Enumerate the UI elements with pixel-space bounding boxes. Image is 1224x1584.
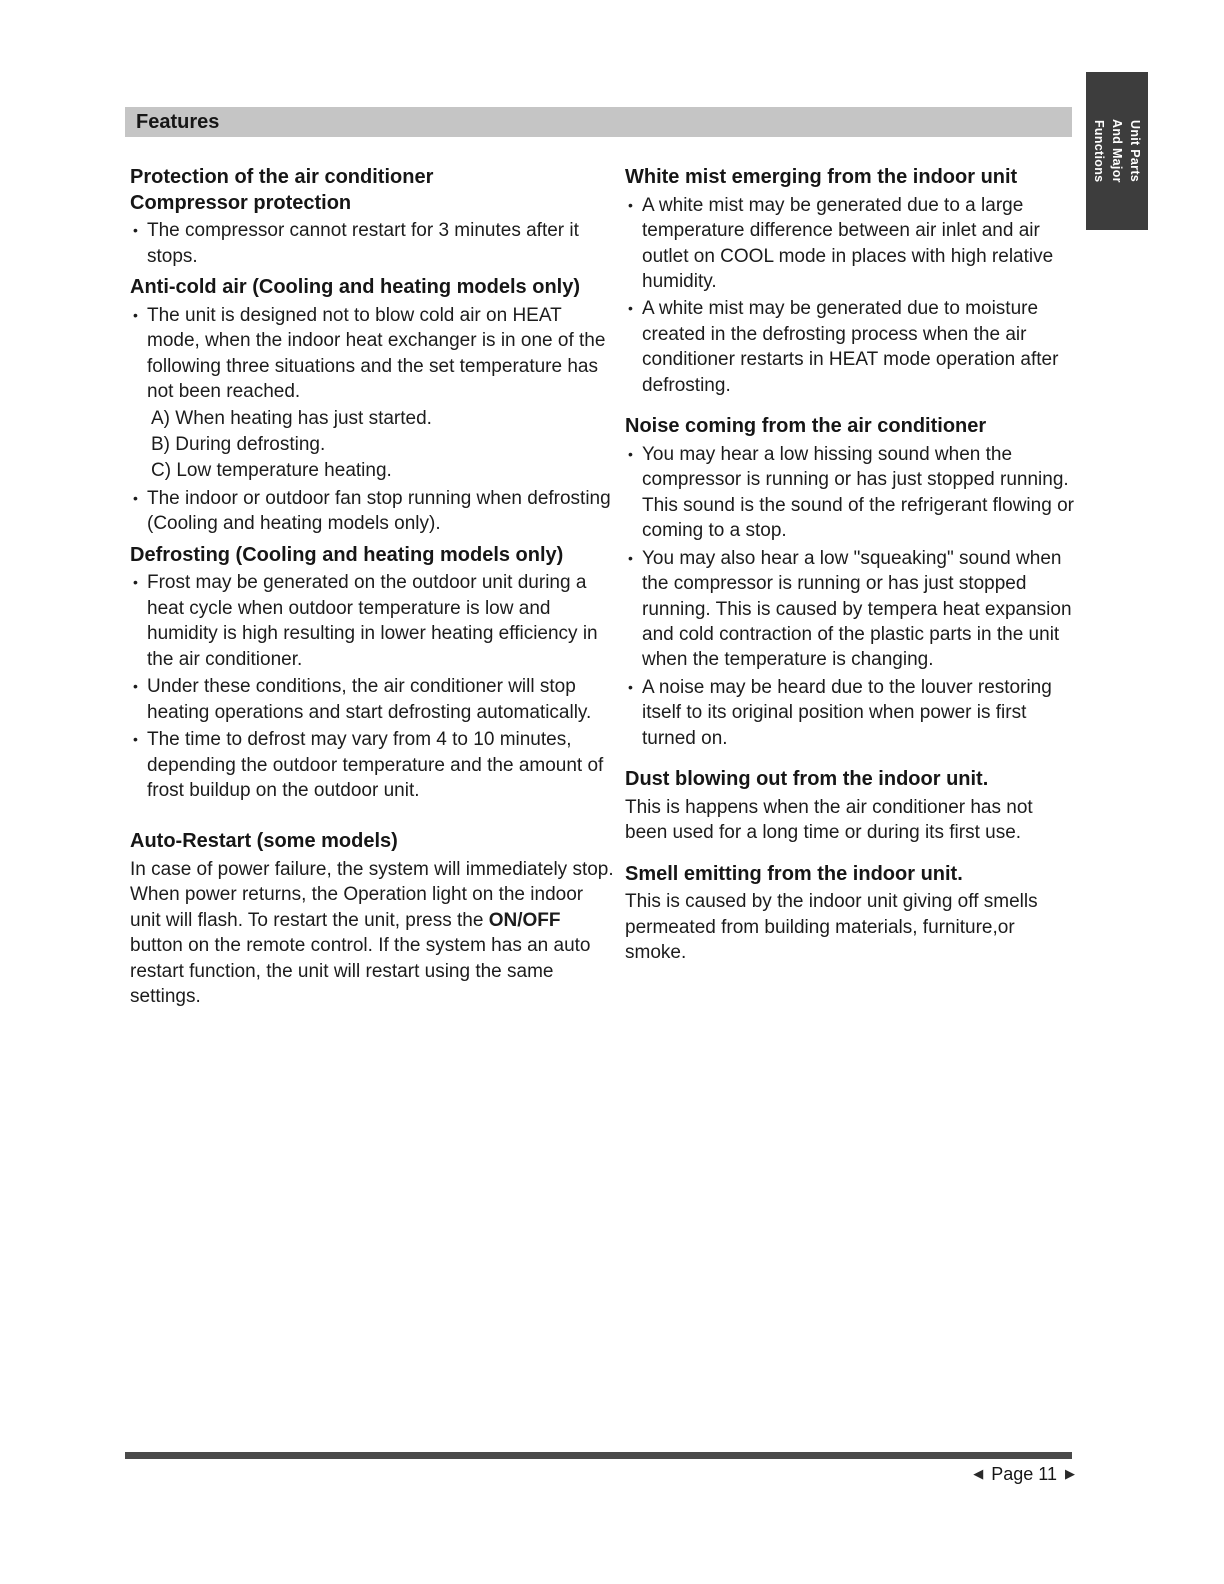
- bullet-item-defrost-2: [130, 674, 614, 725]
- content-columns: [130, 165, 1076, 1010]
- sub-item-a: A) When heating has just started.: [151, 407, 432, 429]
- bullet-icon: •: [133, 222, 138, 239]
- auto-restart-text-pre: In case of power failure, the system will immediately stop. When power returns, the Operation light on the indoor unit will flash. To restart the unit, press the: [130, 859, 614, 931]
- bullet-item-anticold-2: [130, 486, 614, 537]
- bullet-icon: •: [628, 196, 633, 213]
- on-off-emphasis: ON/OFF: [488, 909, 561, 931]
- bullet-text: You may also hear a low "squeaking" sound when the compressor is running or has just stopped running. This is caused by tempera heat expansion and cold contraction of the plastic parts in the unit when the temperature is changing.: [642, 547, 1072, 671]
- section-header-bar: [125, 107, 1072, 137]
- bullet-text: A noise may be heard due to the louver restoring itself to its original position when power is first turned on.: [642, 676, 1052, 749]
- right-column: [625, 165, 1076, 1010]
- bullet-item-noise-2: [625, 546, 1076, 673]
- page-prev-icon: ◀: [973, 1466, 984, 1481]
- smell-paragraph: This is caused by the indoor unit giving off smells permeated from building materials, furniture,or smoke.: [625, 891, 1038, 964]
- heading-white-mist: White mist emerging from the indoor unit: [625, 166, 1018, 188]
- chapter-tab: [1086, 72, 1148, 230]
- bullet-icon: •: [628, 445, 633, 462]
- bullet-text: You may hear a low hissing sound when the compressor is running or has just stopped running. This sound is the sound of the refrigerant flowing or coming to a stop.: [642, 443, 1074, 542]
- heading-dust: Dust blowing out from the indoor unit.: [625, 768, 989, 791]
- page-number-label: Page 11: [991, 1463, 1057, 1484]
- heading-smell: Smell emitting from the indoor unit.: [625, 862, 963, 885]
- section-title: Features: [136, 110, 220, 133]
- bullet-item-whitemist-2: [625, 296, 1076, 398]
- chapter-tab-line-2: And Major: [1110, 119, 1125, 183]
- bullet-text: The compressor cannot restart for 3 minutes after it stops.: [147, 220, 579, 267]
- bullet-icon: •: [133, 678, 138, 695]
- bullet-text: A white mist may be generated due to moisture created in the defrosting process when the air conditioner restarts in HEAT mode operation after defrosting.: [642, 298, 1059, 396]
- bullet-text: The time to defrost may vary from 4 to 10 minutes, depending the outdoor temperature and the amount of frost buildup on the outdoor unit.: [147, 729, 604, 801]
- bullet-icon: •: [133, 306, 138, 323]
- bullet-item-noise-3: [625, 675, 1076, 751]
- chapter-tab-label: [1090, 119, 1144, 183]
- heading-compressor-protection: Compressor protection: [130, 191, 352, 214]
- heading-protection: Protection of the air conditioner: [130, 166, 434, 188]
- bullet-text: Under these conditions, the air conditioner will stop heating operations and start defrosting automatically.: [147, 676, 592, 723]
- bullet-icon: •: [133, 731, 138, 748]
- bullet-text: A white mist may be generated due to a large temperature difference between air inlet and air outlet on COOL mode in places with high relative humidity.: [642, 194, 1054, 292]
- bullet-icon: •: [133, 574, 138, 591]
- bullet-text: The unit is designed not to blow cold air on HEAT mode, when the indoor heat exchanger is in one of the following three situations and the set temperature has not been reached.: [147, 304, 606, 403]
- heading-anti-cold-air: Anti-cold air (Cooling and heating models only): [130, 276, 580, 299]
- bullet-item-noise-1: [625, 442, 1076, 544]
- dust-paragraph: This is happens when the air conditioner has not been used for a long time or during its first use.: [625, 796, 1033, 844]
- auto-restart-paragraph: [130, 857, 614, 1010]
- sub-item-c: C) Low temperature heating.: [151, 460, 392, 482]
- bullet-item-anticold-1: [130, 303, 614, 405]
- anti-cold-sublist: [151, 406, 614, 484]
- left-column: [130, 165, 614, 1010]
- page-navigation: [973, 1463, 1075, 1485]
- bullet-item-compressor-1: [130, 218, 614, 269]
- bullet-icon: •: [628, 678, 633, 695]
- bullet-item-defrost-3: [130, 727, 614, 803]
- page-next-icon: ▶: [1065, 1466, 1075, 1481]
- footer-divider: [125, 1452, 1072, 1459]
- bullet-icon: •: [628, 549, 633, 566]
- bullet-text: The indoor or outdoor fan stop running when defrosting (Cooling and heating models only).: [147, 487, 611, 535]
- chapter-tab-line-1: Unit Parts: [1128, 119, 1143, 183]
- sub-item-b: B) During defrosting.: [151, 433, 326, 455]
- bullet-icon: •: [628, 300, 633, 317]
- bullet-item-whitemist-1: [625, 193, 1076, 295]
- auto-restart-text-post: button on the remote control. If the system has an auto restart function, the unit will restart using the same settings.: [130, 935, 591, 1008]
- heading-auto-restart: Auto-Restart (some models): [130, 830, 398, 853]
- bullet-item-defrost-1: [130, 570, 614, 672]
- heading-noise: Noise coming from the air conditioner: [625, 415, 987, 438]
- bullet-icon: •: [133, 489, 138, 506]
- heading-defrosting: Defrosting (Cooling and heating models only): [130, 543, 564, 566]
- bullet-text: Frost may be generated on the outdoor unit during a heat cycle when outdoor temperature is low and humidity is high resulting in lower heating efficiency in the air conditioner.: [147, 572, 598, 670]
- chapter-tab-line-3: Functions: [1091, 119, 1106, 183]
